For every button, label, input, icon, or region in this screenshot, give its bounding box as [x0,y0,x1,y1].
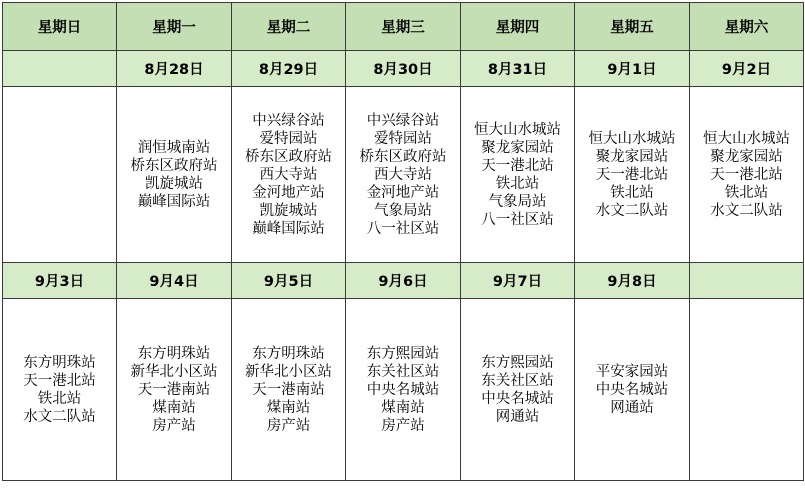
station-row-week-2 [3,299,804,481]
station-name: 水文二队站 [710,202,783,219]
station-name: 东关社区站 [366,363,440,380]
date-cell: 9月2日 [690,51,804,87]
station-name: 巅峰国际站 [137,193,211,210]
station-name: 东方熙园站 [481,354,554,371]
station-name: 聚龙家园站 [481,139,554,156]
date-cell: 9月4日 [117,263,232,299]
station-name: 西大寺站 [259,166,318,183]
station-cell [461,299,575,481]
station-name: 东方明珠站 [137,345,211,362]
station-name: 铁北站 [610,184,654,201]
station-name: 八一社区站 [366,220,440,237]
date-cell: 9月6日 [346,263,461,299]
date-cell [3,51,117,87]
station-name: 恒大山水城站 [703,130,790,147]
station-name: 东方明珠站 [252,345,325,362]
station-name: 东方熙园站 [366,345,440,362]
station-cell [117,87,232,263]
station-name: 桥东区政府站 [359,148,447,165]
station-name: 新华北小区站 [130,363,218,380]
station-name: 桥东区政府站 [130,157,218,174]
station-name: 润恒城南站 [137,139,211,156]
station-name: 气象局站 [488,193,547,210]
station-name: 东关社区站 [481,372,554,389]
station-name: 西大寺站 [374,166,432,183]
station-cell [690,87,804,263]
station-name: 爱特园站 [259,130,318,147]
station-name: 中兴绿谷站 [366,112,440,129]
station-cell [3,87,117,263]
station-name: 天一港南站 [137,381,211,398]
station-name: 天一港北站 [595,166,669,183]
header-saturday: 星期六 [690,3,804,51]
station-name: 煤南站 [152,399,196,416]
station-cell [690,299,804,481]
station-name: 中央名城站 [366,381,440,398]
station-name: 天一港北站 [710,166,783,183]
station-name: 煤南站 [381,399,425,416]
station-cell [346,87,461,263]
date-row-week-1 [3,51,804,87]
date-cell: 9月1日 [575,51,690,87]
station-name: 中央名城站 [595,381,669,398]
header-monday: 星期一 [117,3,232,51]
date-row-week-2 [3,263,804,299]
date-cell [690,263,804,299]
station-name: 金河地产站 [252,184,325,201]
station-name: 聚龙家园站 [595,148,669,165]
station-name: 巅峰国际站 [252,220,325,237]
station-name: 天一港北站 [481,157,554,174]
station-name: 水文二队站 [23,408,96,425]
station-name: 中兴绿谷站 [252,112,325,129]
header-wednesday: 星期三 [346,3,461,51]
header-friday: 星期五 [575,3,690,51]
station-name: 房产站 [152,417,196,434]
date-cell: 8月31日 [461,51,575,87]
header-sunday: 星期日 [3,3,117,51]
station-name: 八一社区站 [481,211,554,228]
station-cell [3,299,117,481]
station-name: 凯旋城站 [145,175,203,192]
station-cell [575,87,690,263]
station-name: 东方明珠站 [23,354,96,371]
station-name: 气象局站 [374,202,432,219]
station-name: 房产站 [381,417,425,434]
station-cell [232,299,346,481]
station-name: 天一港北站 [23,372,96,389]
station-cell [461,87,575,263]
date-cell: 9月5日 [232,263,346,299]
station-name: 恒大山水城站 [588,130,676,147]
station-name: 网通站 [495,408,540,425]
date-cell: 9月8日 [575,263,690,299]
station-name: 煤南站 [266,399,311,416]
station-name: 水文二队站 [595,202,669,219]
station-name: 铁北站 [495,175,540,192]
station-row-week-1 [3,87,804,263]
station-name: 恒大山水城站 [474,121,561,138]
station-name: 凯旋城站 [259,202,318,219]
header-tuesday: 星期二 [232,3,346,51]
station-name: 网通站 [610,399,654,416]
station-name: 聚龙家园站 [710,148,783,165]
station-name: 铁北站 [37,390,82,407]
station-name: 平安家园站 [595,363,669,380]
station-name: 新华北小区站 [245,363,332,380]
station-name: 金河地产站 [366,184,440,201]
station-cell [232,87,346,263]
station-cell [346,299,461,481]
date-cell: 8月29日 [232,51,346,87]
header-thursday: 星期四 [461,3,575,51]
date-cell: 8月28日 [117,51,232,87]
station-cell [575,299,690,481]
station-name: 铁北站 [724,184,769,201]
station-name: 房产站 [266,417,311,434]
schedule-table [2,2,804,481]
date-cell: 8月30日 [346,51,461,87]
date-cell: 9月7日 [461,263,575,299]
station-name: 爱特园站 [374,130,432,147]
station-name: 桥东区政府站 [245,148,332,165]
station-name: 天一港南站 [252,381,325,398]
station-name: 中央名城站 [481,390,554,407]
station-cell [117,299,232,481]
weekday-header-row [3,3,804,51]
date-cell: 9月3日 [3,263,117,299]
